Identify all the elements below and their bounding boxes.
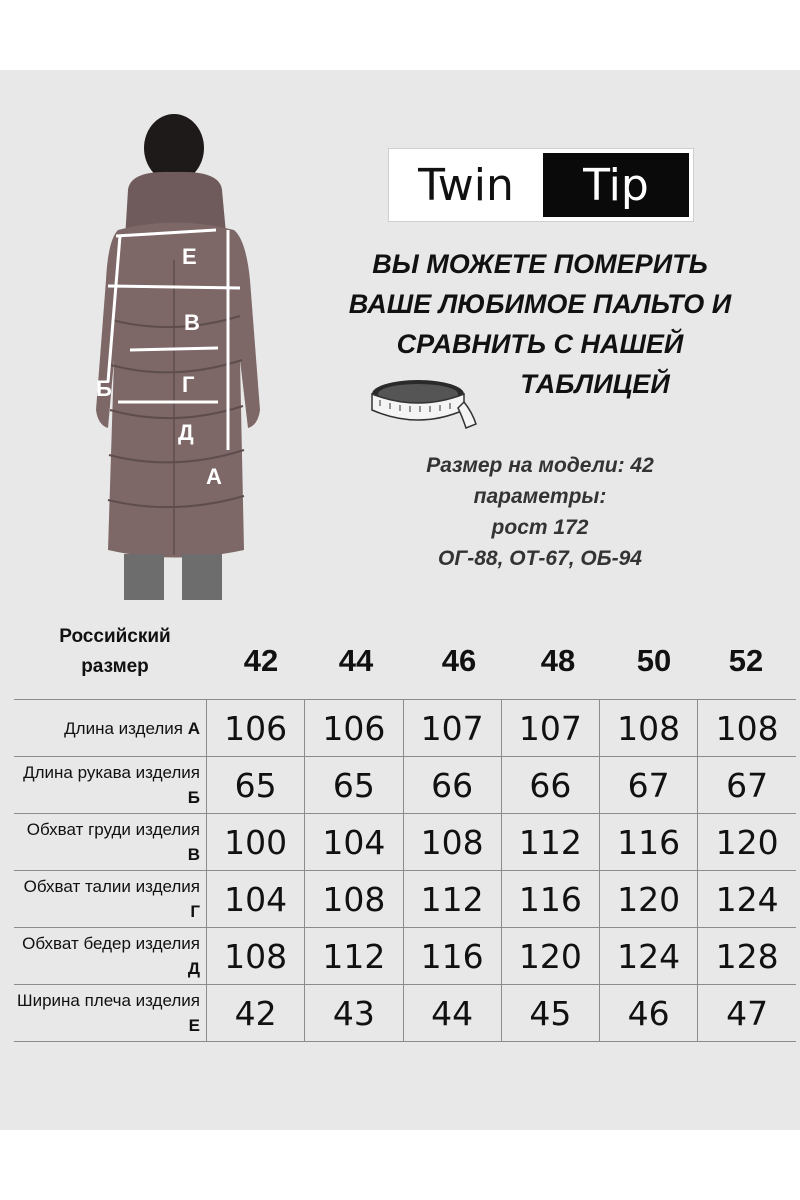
table-cell: 67 [600,757,698,814]
table-cell: 128 [698,928,796,985]
table-cell: 107 [501,700,599,757]
row-label [14,871,207,928]
size-columns [205,643,795,687]
table-cell: 120 [698,814,796,871]
table-cell: 112 [305,928,403,985]
params-title: параметры: [473,485,607,508]
size-column: 48 [540,643,576,678]
table-cell: 100 [207,814,305,871]
table-cell: 65 [305,757,403,814]
table-cell: 108 [207,928,305,985]
row-label [14,700,207,757]
model-measures: ОГ-88, ОТ-67, ОБ-94 [438,547,642,570]
measure-letter-d: Д [178,420,194,445]
table-cell: 116 [600,814,698,871]
size-column: 50 [636,643,672,678]
table-cell: 44 [403,985,501,1042]
table-row [14,871,796,928]
table-cell: 124 [600,928,698,985]
row-label-letter: В [187,845,200,864]
row-label-text: Длина изделия [64,718,183,738]
size-table [14,699,796,1042]
table-cell: 108 [305,871,403,928]
table-cell: 108 [403,814,501,871]
logo-word-tip: Tip [543,153,689,217]
table-cell: 120 [600,871,698,928]
row-label-text: Длина рукава изделия [23,763,200,782]
size-column: 52 [728,643,764,678]
table-cell: 107 [403,700,501,757]
row-label-text: Обхват бедер изделия [22,934,200,953]
table-cell: 108 [698,700,796,757]
size-column: 46 [441,643,477,678]
headline-line: ВЫ МОЖЕТЕ ПОМЕРИТЬ [372,249,708,279]
table-cell: 120 [501,928,599,985]
table-cell: 116 [403,928,501,985]
table-row [14,985,796,1042]
model-size: Размер на модели: 42 [426,454,654,477]
table-row [14,814,796,871]
size-column: 42 [243,643,279,678]
measure-letter-e: Е [182,244,197,269]
table-cell: 66 [403,757,501,814]
size-header-label: Российский размер [59,626,171,677]
headline-line: ВАШЕ ЛЮБИМОЕ ПАЛЬТО И [348,289,732,319]
table-row [14,700,796,757]
model-height: рост 172 [491,516,589,539]
table-cell: 45 [501,985,599,1042]
row-label-text: Обхват талии изделия [23,877,200,896]
table-cell: 124 [698,871,796,928]
table-cell: 46 [600,985,698,1042]
row-label-letter: Б [187,788,200,807]
table-cell: 116 [501,871,599,928]
table-cell: 106 [305,700,403,757]
model-parameters [380,450,700,574]
row-label-letter: Г [190,902,200,921]
table-cell: 67 [698,757,796,814]
headline-line: СРАВНИТЬ С НАШЕЙ [396,329,684,359]
brand-logo [388,148,694,222]
model-figure [78,110,268,600]
logo-word-twin: Twin [418,159,514,211]
table-cell: 104 [305,814,403,871]
row-label-letter: А [187,718,200,738]
measure-letter-b: Б [96,376,112,401]
measuring-tape-icon [360,372,478,432]
table-cell: 47 [698,985,796,1042]
table-cell: 43 [305,985,403,1042]
row-label-text: Обхват груди изделия [26,820,200,839]
measure-letter-g: Г [182,372,195,397]
table-cell: 108 [600,700,698,757]
table-cell: 66 [501,757,599,814]
measure-letter-v: В [184,310,200,335]
row-label [14,814,207,871]
size-column: 44 [338,643,374,678]
table-cell: 106 [207,700,305,757]
table-cell: 112 [403,871,501,928]
table-cell: 104 [207,871,305,928]
row-label [14,928,207,985]
table-cell: 112 [501,814,599,871]
table-row [14,928,796,985]
row-label [14,985,207,1042]
coat-illustration [78,110,268,600]
table-cell: 42 [207,985,305,1042]
table-row [14,757,796,814]
row-label-letter: Е [188,1016,200,1035]
row-label-text: Ширина плеча изделия [17,991,200,1010]
row-label [14,757,207,814]
table-cell: 65 [207,757,305,814]
measure-letter-a: А [206,464,222,489]
row-label-letter: Д [187,959,200,978]
headline-line: ТАБЛИЦЕЙ [520,369,670,399]
